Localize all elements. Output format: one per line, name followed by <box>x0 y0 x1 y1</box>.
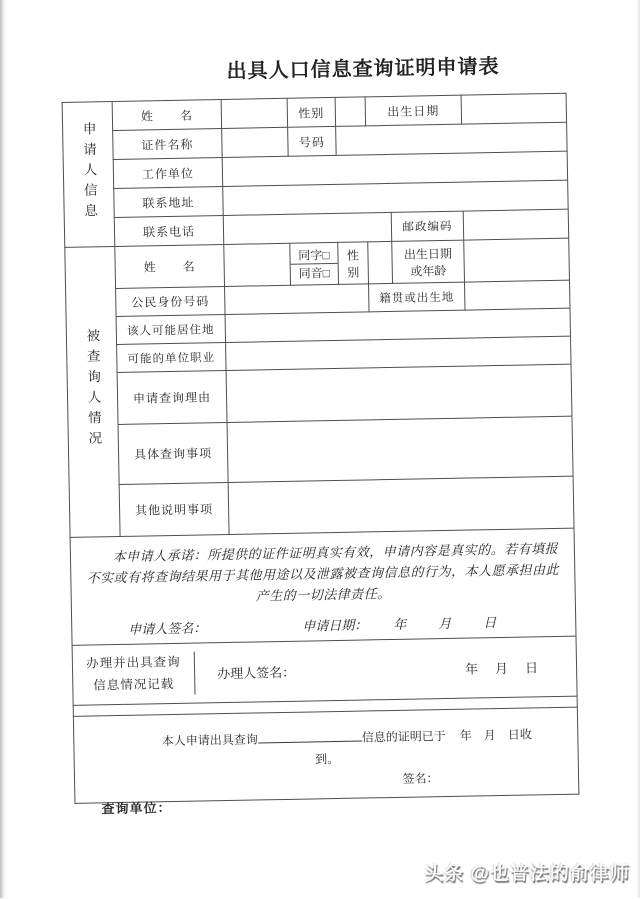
query-items-label: 具体查询事项 <box>118 422 228 484</box>
receipt-prefix: 本人申请出具查询 <box>161 732 258 749</box>
queried-gender-label-cell <box>338 242 369 285</box>
queried-origin-value-cell <box>465 280 570 310</box>
queried-residence-label: 该人可能居住地 <box>116 314 225 344</box>
query-items-row <box>68 416 573 485</box>
applicant-gender-label: 性别 <box>287 97 336 127</box>
applicant-birth-label: 出生日期 <box>365 95 462 126</box>
queried-id-label: 公民身份号码 <box>116 286 225 316</box>
queried-name-value-cell <box>224 243 291 286</box>
receipt-blank-line <box>258 730 362 744</box>
applicant-sign-label: 申请人签名： <box>128 620 207 637</box>
queried-occupation-label: 可能的单位职业 <box>117 342 226 372</box>
receipt-row <box>73 707 579 803</box>
query-unit-label: 查询单位： <box>101 800 172 817</box>
application-form-table <box>62 93 580 804</box>
applicant-work-label: 工作单位 <box>113 158 223 189</box>
applicant-section-cell <box>62 102 115 248</box>
processing-label-line2: 信息情况记载 <box>93 676 175 693</box>
declaration-cell <box>70 528 576 645</box>
queried-birth-label-line2: 或年龄 <box>410 263 447 279</box>
queried-section-cell <box>65 246 120 537</box>
applicant-phone-value-cell <box>223 212 392 244</box>
queried-section-label: 被查询人情况 <box>84 328 102 452</box>
applicant-address-label: 联系地址 <box>114 187 224 218</box>
query-reason-value-cell <box>226 364 572 422</box>
toutiao-watermark: 头条 @也普法的俞律师 <box>424 863 630 884</box>
application-date-units: 年 月 日 <box>393 615 499 633</box>
processing-cell <box>72 636 577 705</box>
queried-birth-value-cell <box>464 238 570 282</box>
receipt-sign-label: 签名： <box>402 771 439 786</box>
receipt-suffix: 信息的证明已于 <box>361 729 446 745</box>
same-sound-checkbox-label: 同音□ <box>298 266 331 281</box>
applicant-cert-no-label: 号码 <box>288 126 337 156</box>
form-title: 出具人口信息查询证明申请表 <box>226 55 500 83</box>
declaration-text: 本申请人承诺：所提供的证件证明真实有效，申请内容是真实的。若有填报不实或有将查询结果用于其他用途以及泄露被查询信息的行为，本人愿承担由此产生的一切法律责任。 <box>86 540 560 604</box>
applicant-section-label: 申请人信息 <box>80 121 98 224</box>
receipt-date-units: 年 月 日收 <box>459 727 532 743</box>
applicant-cert-no-value-cell <box>336 122 568 155</box>
queried-same-cell <box>290 242 339 285</box>
processing-label-line1: 办理并出具查询 <box>86 655 181 671</box>
queried-gender-label-line1: 性 <box>346 248 360 263</box>
scan-edge-left <box>0 0 7 898</box>
handler-sign-label: 办理人签名： <box>216 664 296 682</box>
applicant-name-label: 姓 名 <box>112 100 222 131</box>
applicant-postcode-value-cell <box>463 209 569 240</box>
queried-gender-value-cell <box>368 241 393 283</box>
queried-name-label: 姓 名 <box>115 245 225 289</box>
processing-sign-line <box>195 645 577 694</box>
queried-id-value-cell <box>225 284 369 315</box>
applicant-gender-value-cell <box>335 97 366 127</box>
applicant-phone-label: 联系电话 <box>114 216 224 247</box>
scan-edge-right <box>636 0 640 898</box>
receipt-cell <box>73 707 579 803</box>
declaration-sign-line <box>86 611 561 639</box>
same-char-checkbox-label: 同字□ <box>290 246 337 265</box>
application-date-label: 申请日期： <box>302 617 368 634</box>
other-notes-label: 其他说明事项 <box>119 482 229 536</box>
declaration-row <box>70 528 576 645</box>
query-reason-label: 申请查询理由 <box>117 370 227 424</box>
query-reason-row <box>67 364 572 425</box>
other-notes-value-cell <box>228 476 574 534</box>
queried-birth-label-cell <box>392 240 465 283</box>
processing-row <box>72 636 577 705</box>
processing-date-units: 年 月 日 <box>464 660 541 677</box>
applicant-cert-label: 证件名称 <box>113 129 223 160</box>
applicant-name-value-cell <box>221 98 288 128</box>
queried-gender-label-line2: 别 <box>347 265 360 280</box>
queried-origin-label: 籍贯或出生地 <box>369 282 466 312</box>
processing-section-label <box>73 652 196 697</box>
other-notes-row <box>69 476 574 537</box>
applicant-postcode-label: 邮政编码 <box>391 211 464 241</box>
applicant-birth-value-cell <box>461 93 567 124</box>
receipt-line2: 到。 <box>315 752 340 767</box>
query-items-value-cell <box>227 416 573 482</box>
applicant-cert-value-cell <box>222 127 289 157</box>
queried-birth-label-line1: 出生日期 <box>403 246 453 262</box>
